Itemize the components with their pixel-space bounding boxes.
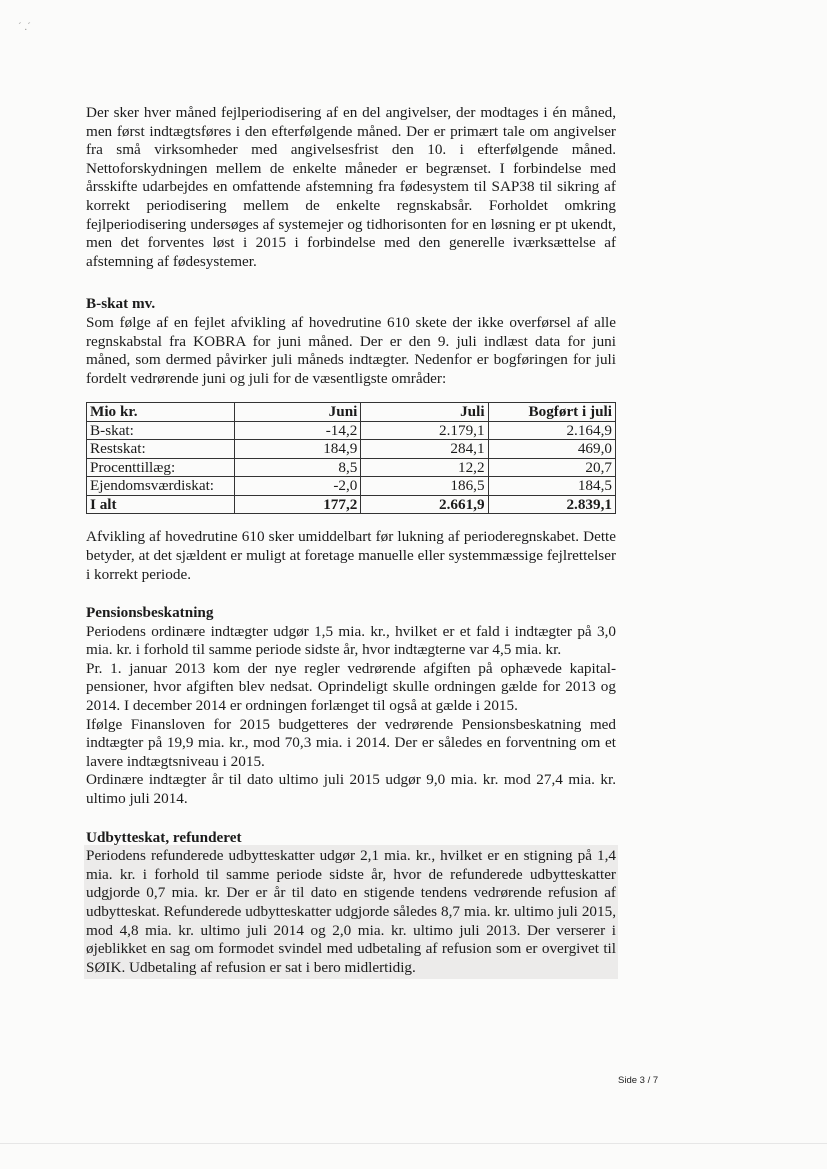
table-cell: 184,5	[488, 477, 615, 496]
table-cell: 284,1	[361, 440, 488, 459]
table-header-cell: Juni	[234, 403, 360, 422]
table-cell: 186,5	[361, 477, 488, 496]
bskat-heading: B-skat mv.	[86, 295, 156, 313]
udbytte-section	[86, 829, 616, 978]
table-cell: 12,2	[361, 458, 488, 477]
table-row	[87, 440, 616, 459]
table-cell: -14,2	[234, 421, 360, 440]
table-cell: Restskat:	[87, 440, 235, 459]
pension-paragraph-4: Ordinære indtægter år til dato ultimo juli 2015 udgør 9,0 mia. kr. mod 27,4 mia. kr. ultimo juli 2014.	[86, 771, 616, 808]
page-number: Side 3 / 7	[618, 1075, 659, 1086]
table-cell: Ejendomsværdiskat:	[87, 477, 235, 496]
table-cell: 20,7	[488, 458, 615, 477]
bskat-section	[86, 295, 616, 584]
table-cell: 2.164,9	[488, 421, 615, 440]
bskat-paragraph: Som følge af en fejlet afvikling af hovedrutine 610 skete der ikke overførsel af alle regnskabstal fra KOBRA for juni måned. Der er den 9. juli indlæst data for juni måned, som dermed påvirker juli måneds indtægter. Nedenfor er bogføringen for juli fordelt vedrørende juni og juli for de væsentligste områder:	[86, 313, 616, 387]
table-total-cell: 177,2	[234, 495, 360, 514]
pension-heading: Pensionsbeskatning	[86, 604, 214, 622]
table-row	[87, 477, 616, 496]
table-row	[87, 421, 616, 440]
table-cell: 184,9	[234, 440, 360, 459]
pension-paragraph-3: Ifølge Finansloven for 2015 budgetteres der vedrørende Pensionsbeskatning med indtægter på 19,9 mia. kr., mod 70,3 mia. i 2014. Der er således en forventning om et lavere indtægtsniveau i 2015.	[86, 715, 616, 770]
table-cell: 2.179,1	[361, 421, 488, 440]
document-body	[86, 104, 616, 977]
table-header-row	[87, 403, 616, 422]
table-header-cell: Bogført i juli	[488, 403, 615, 422]
udbytte-paragraph: Periodens refunderede udbytteskatter udgør 2,1 mia. kr., hvilket er en stigning på 1,4 mia. kr. i forhold til samme periode sidste år, hvor de refunderede udbytteskatter udgjorde 0,7 mia. kr. Der er år til dato en stigende tendens vedrørende refusion af udbytteskat. Refunderede udbytteskatter udgjorde således 8,7 mia. kr. ultimo juli 2015, mod 4,8 mia. kr. ultimo juli 2014 og 2,0 mia. kr. ultimo juli 2013. Der verserer i øjeblikket en sag om formodet svindel med udbetaling af refusion som er overgivet til SØIK. Udbetaling af refusion er sat i bero midlertidig.	[86, 847, 616, 976]
table-cell: B-skat:	[87, 421, 235, 440]
table-total-row	[87, 495, 616, 514]
after-table-paragraph: Afvikling af hovedrutine 610 sker umiddelbart før lukning af perioderegnskabet. Dette betyder, at det sjældent er muligt at foretage manuelle eller systemmæssige fejlrettelser i korrekt periode.	[86, 528, 616, 583]
table-total-cell: I alt	[87, 495, 235, 514]
intro-paragraph: Der sker hver måned fejlperiodisering af en del angivelser, der modtages i én måned, men først indtægtsføres i den efterfølgende måned. Der er primært tale om angivelser fra små virksomheder med angivelsesfrist den 10. i efterfølgende måned. Nettoforskydningen mellem de enkelte måneder er begrænset. I forbindelse med årsskifte udarbejdes en omfattende afstemning fra fødesystem til SAP38 til sikring af korrekt periodisering mellem de enkelte regnskabsår. Forholdet omkring fejlperiodisering undersøges af systemejer og tidhorisonten for en løsning er pt ukendt, men det forventes løst i 2015 i forbindelse med den generelle iværksættelse af afstemning af fødesystemer.	[86, 104, 616, 270]
margin-scribble: ´ .´	[18, 21, 31, 33]
table-total-cell: 2.661,9	[361, 495, 488, 514]
table-total-cell: 2.839,1	[488, 495, 615, 514]
pension-paragraph-2: Pr. 1. januar 2013 kom der nye regler vedrørende afgiften på ophævede kapitalpensioner, hvor afgiften blev nedsat. Oprindeligt skulle ordningen gælde for 2013 og 2014. I december 2014 er ordningen forlænget til også at gælde i 2015.	[86, 659, 616, 715]
pension-paragraph-1: Periodens ordinære indtægter udgør 1,5 mia. kr., hvilket er et fald i indtægter på 3,0 mia. kr. i forhold til samme periode sidste år, hvor indtægterne var 4,5 mia. kr.	[86, 622, 616, 659]
table-cell: -2,0	[234, 477, 360, 496]
footer-divider	[0, 1143, 827, 1144]
table-cell: 469,0	[488, 440, 615, 459]
pension-section	[86, 604, 616, 809]
bskat-table	[86, 402, 616, 514]
table-cell: Procenttillæg:	[87, 458, 235, 477]
table-header-cell: Juli	[361, 403, 488, 422]
table-cell: 8,5	[234, 458, 360, 477]
udbytte-heading: Udbytteskat, refunderet	[86, 828, 242, 846]
table-row	[87, 458, 616, 477]
table-header-cell: Mio kr.	[87, 403, 235, 422]
